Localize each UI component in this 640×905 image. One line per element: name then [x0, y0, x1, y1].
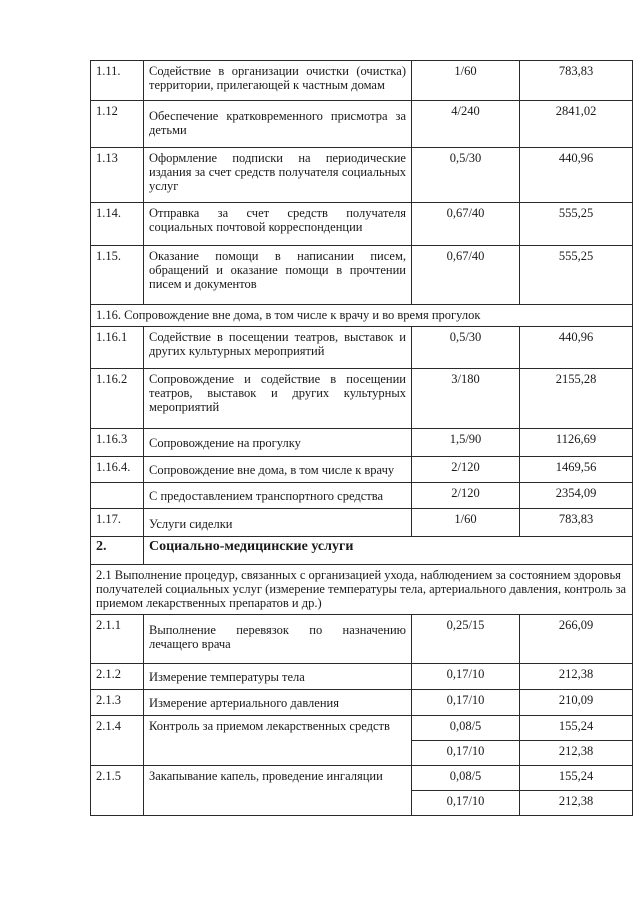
service-description: Услуги сиделки: [144, 509, 412, 537]
time-norm: 0,08/5: [412, 716, 520, 741]
service-price: 783,83: [520, 61, 633, 101]
table-row: [91, 716, 633, 741]
table-row: [91, 327, 633, 369]
service-description: Закапывание капель, проведение ингаляции: [144, 766, 412, 816]
table-row: [91, 246, 633, 305]
time-norm: 1/60: [412, 61, 520, 101]
table-row: [91, 457, 633, 483]
service-description: Оказание помощи в написании писем, обращений и оказание помощи в прочтении писем и документов: [144, 246, 412, 305]
service-price: 155,24: [520, 716, 633, 741]
time-norm: 0,67/40: [412, 246, 520, 305]
table-row: [91, 203, 633, 246]
time-norm: 0,5/30: [412, 327, 520, 369]
row-number: 2.1.3: [91, 690, 144, 716]
section-number: 2.: [91, 537, 144, 565]
time-norm: 3/180: [412, 369, 520, 429]
subsection-heading: 1.16. Сопровождение вне дома, в том числе к врачу и во время прогулок: [91, 305, 633, 327]
row-number: 1.16.1: [91, 327, 144, 369]
service-price: 440,96: [520, 327, 633, 369]
service-price: 212,38: [520, 664, 633, 690]
time-norm: 0,5/30: [412, 148, 520, 203]
service-price: 1126,69: [520, 429, 633, 457]
service-price: 555,25: [520, 246, 633, 305]
service-price: 2841,02: [520, 101, 633, 148]
table-row: [91, 509, 633, 537]
subsection-heading: 2.1 Выполнение процедур, связанных с организацией ухода, наблюдением за состоянием здоровья получателей социальных услуг (измерение температуры тела, артериального давления, контроль за приемом лекарственных препаратов и др.): [91, 565, 633, 615]
table-row: [91, 664, 633, 690]
services-tariff-table: [90, 60, 633, 816]
time-norm: 2/120: [412, 483, 520, 509]
service-description: Содействие в посещении театров, выставок и других культурных мероприятий: [144, 327, 412, 369]
time-norm: 1/60: [412, 509, 520, 537]
row-number: 1.12: [91, 101, 144, 148]
time-norm: 0,67/40: [412, 203, 520, 246]
table-row: [91, 483, 633, 509]
service-description: Обеспечение кратковременного присмотра за детьми: [144, 101, 412, 148]
time-norm: 0,08/5: [412, 766, 520, 791]
row-number: 1.16.2: [91, 369, 144, 429]
row-number: 1.17.: [91, 509, 144, 537]
service-price: 2155,28: [520, 369, 633, 429]
row-number: 2.1.4: [91, 716, 144, 766]
service-price: 555,25: [520, 203, 633, 246]
service-description: Сопровождение вне дома, в том числе к врачу: [144, 457, 412, 483]
time-norm: 0,17/10: [412, 664, 520, 690]
service-price: 210,09: [520, 690, 633, 716]
service-description: Измерение температуры тела: [144, 664, 412, 690]
row-number: 1.11.: [91, 61, 144, 101]
service-price: 212,38: [520, 741, 633, 766]
row-number: 2.1.5: [91, 766, 144, 816]
table-row: [91, 615, 633, 664]
service-price: 1469,56: [520, 457, 633, 483]
service-price: 440,96: [520, 148, 633, 203]
service-price: 2354,09: [520, 483, 633, 509]
table-row: [91, 101, 633, 148]
service-description: Контроль за приемом лекарственных средств: [144, 716, 412, 766]
row-number: 2.1.2: [91, 664, 144, 690]
service-price: 155,24: [520, 766, 633, 791]
service-description: Измерение артериального давления: [144, 690, 412, 716]
service-description: Отправка за счет средств получателя социальных почтовой корреспонденции: [144, 203, 412, 246]
row-number: 2.1.1: [91, 615, 144, 664]
row-number: 1.15.: [91, 246, 144, 305]
section-title: Социально-медицинские услуги: [144, 537, 633, 565]
table-row: [91, 429, 633, 457]
row-number: 1.16.4.: [91, 457, 144, 483]
time-norm: 4/240: [412, 101, 520, 148]
service-description: Сопровождение на прогулку: [144, 429, 412, 457]
service-price: 783,83: [520, 509, 633, 537]
service-price: 266,09: [520, 615, 633, 664]
time-norm: 0,17/10: [412, 741, 520, 766]
section-row: [91, 537, 633, 565]
time-norm: 0,25/15: [412, 615, 520, 664]
time-norm: 0,17/10: [412, 791, 520, 816]
time-norm: 2/120: [412, 457, 520, 483]
time-norm: 0,17/10: [412, 690, 520, 716]
row-number: 1.16.3: [91, 429, 144, 457]
table-row: [91, 690, 633, 716]
service-price: 212,38: [520, 791, 633, 816]
service-description: Выполнение перевязок по назначению лечащего врача: [144, 615, 412, 664]
table-row: [91, 61, 633, 101]
service-description: С предоставлением транспортного средства: [144, 483, 412, 509]
table-row: [91, 148, 633, 203]
row-number: 1.13: [91, 148, 144, 203]
subsection-row: [91, 565, 633, 615]
row-number: 1.14.: [91, 203, 144, 246]
table-row: [91, 369, 633, 429]
service-description: Содействие в организации очистки (очистка) территории, прилегающей к частным домам: [144, 61, 412, 101]
table-row: [91, 766, 633, 791]
service-description: Сопровождение и содействие в посещении театров, выставок и других культурных мероприятий: [144, 369, 412, 429]
subsection-row: [91, 305, 633, 327]
time-norm: 1,5/90: [412, 429, 520, 457]
service-description: Оформление подписки на периодические издания за счет средств получателя социальных услуг: [144, 148, 412, 203]
row-number: [91, 483, 144, 509]
